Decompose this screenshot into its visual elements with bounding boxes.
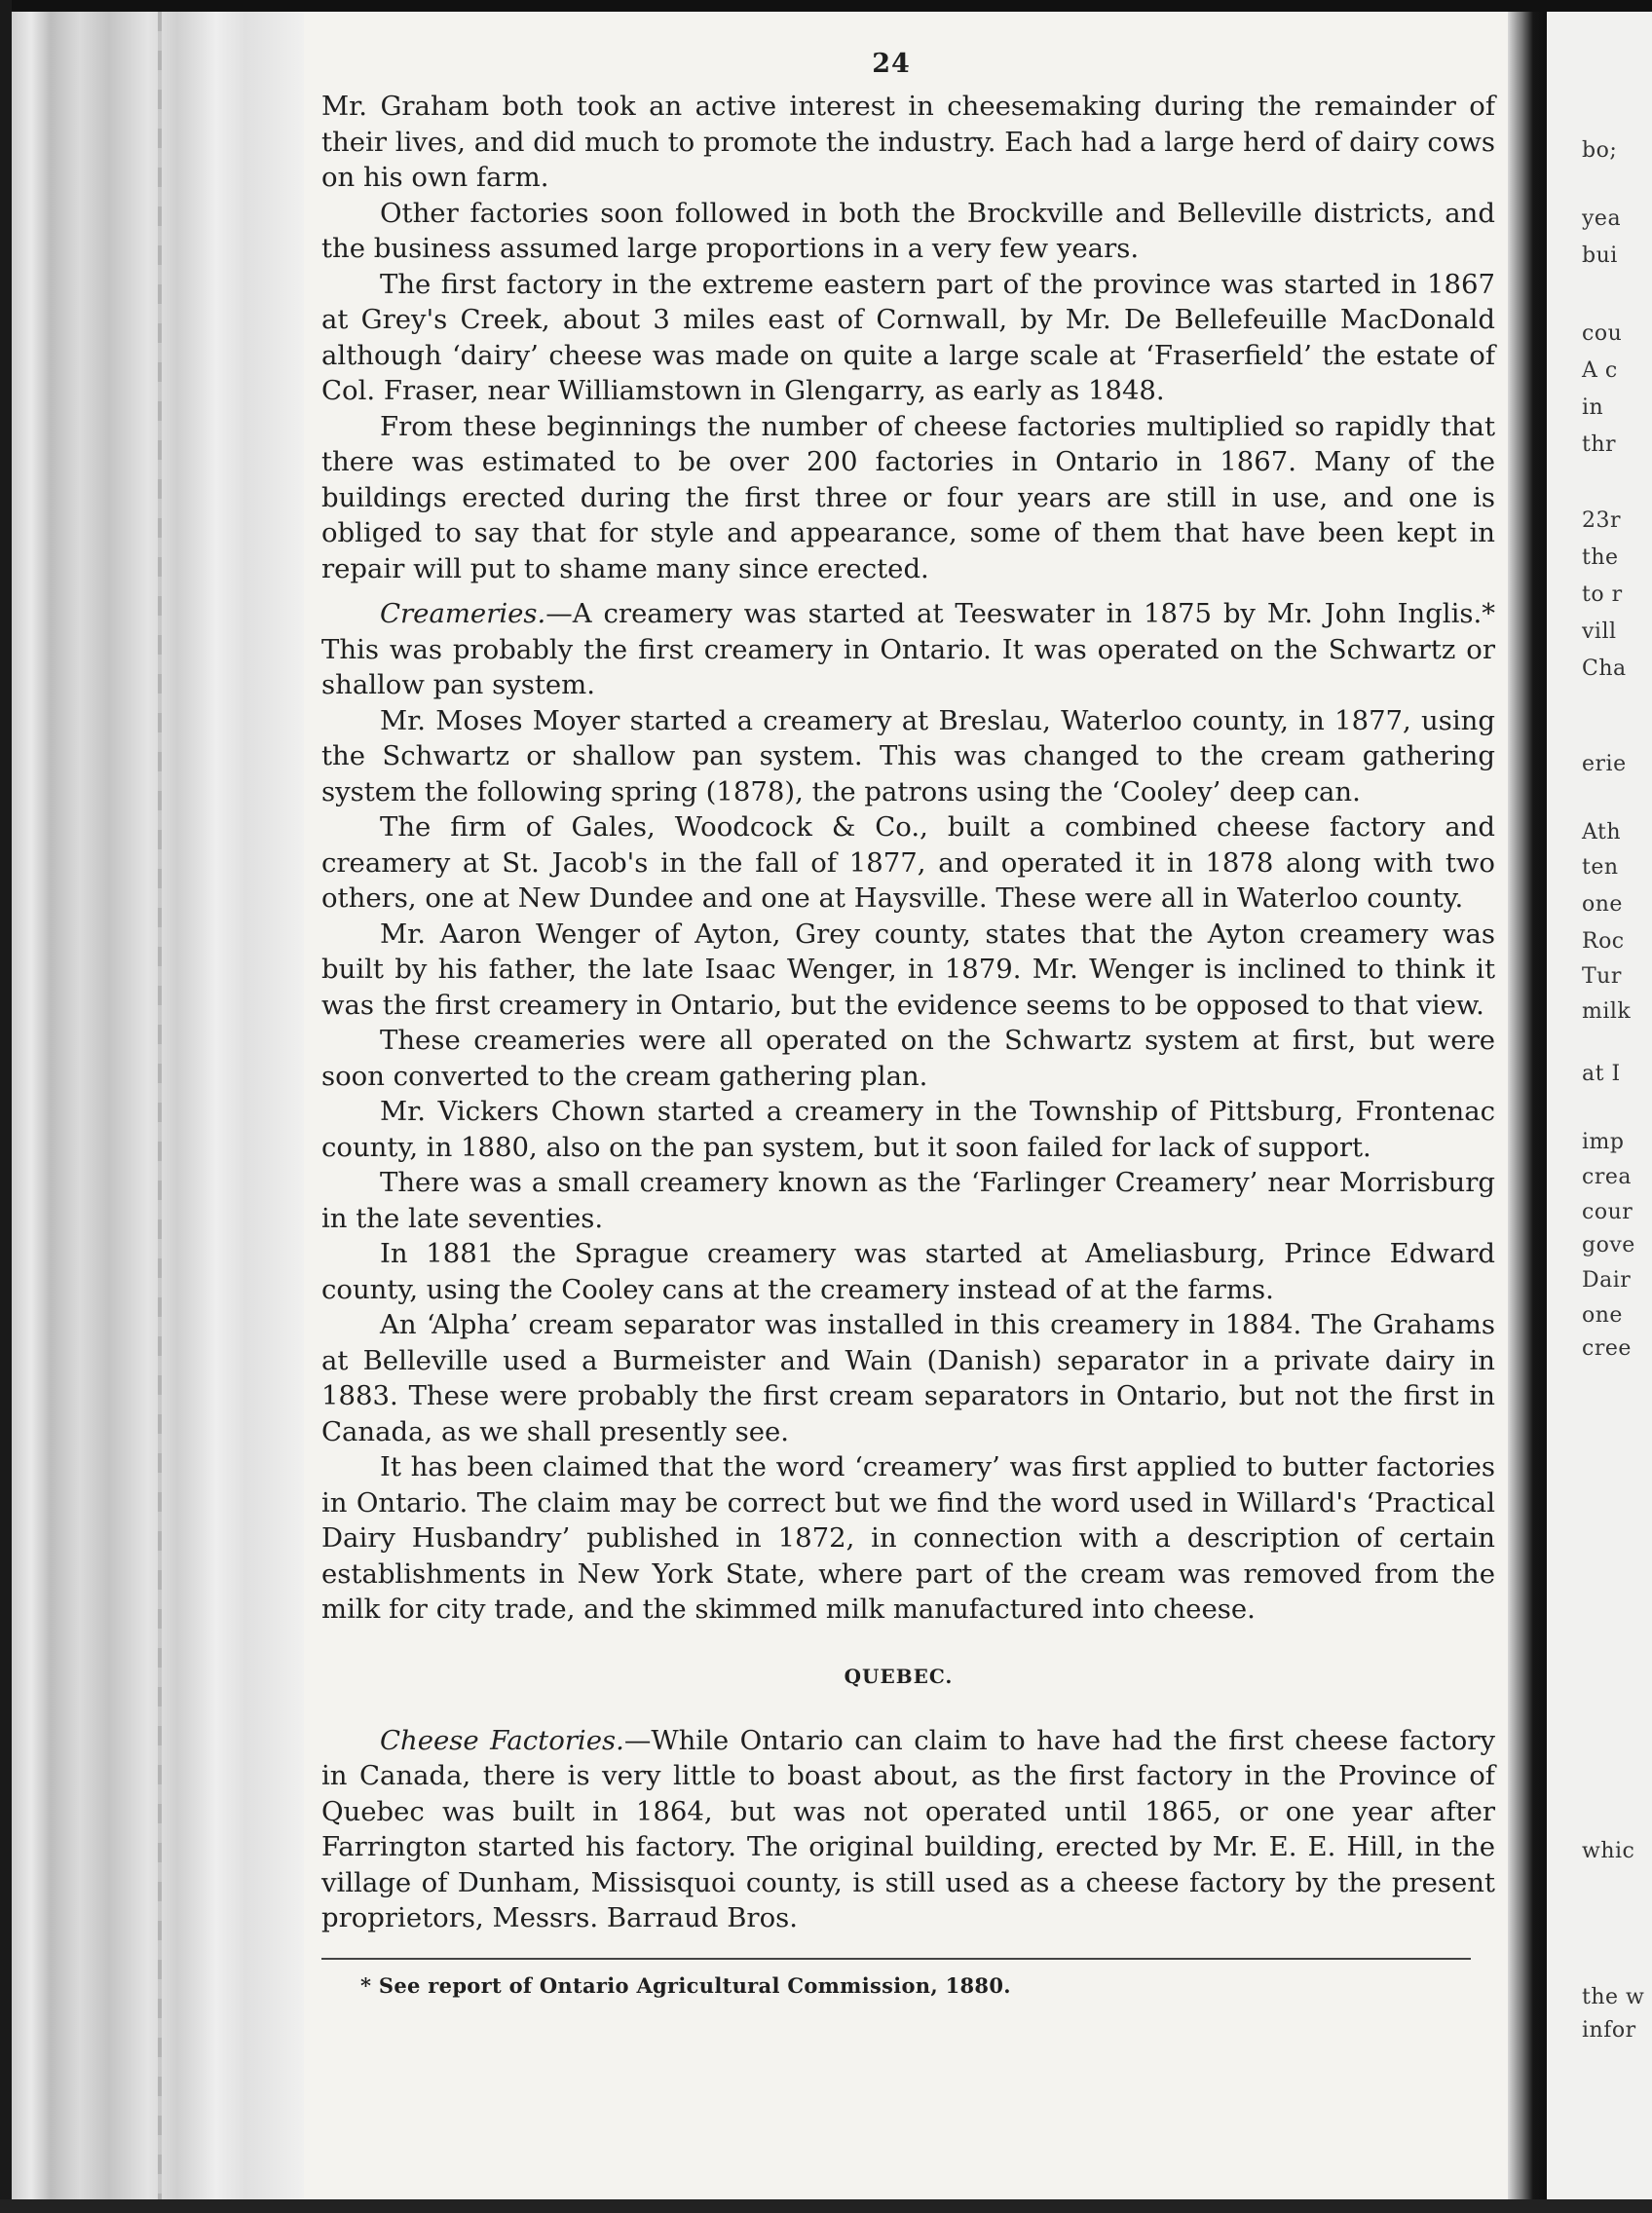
facing-fragment: gove — [1582, 1233, 1635, 1257]
paragraph: An ‘Alpha’ cream separator was installed in this creamery in 1884. The Grahams at Belleville used a Burmeister and Wain (Danish) separator in a private dairy in 1883. These were probably the first cream separators in Ontario, but not the first in Canada, as we shall presently see. — [321, 1309, 1495, 1447]
facing-fragment: to r — [1582, 582, 1623, 607]
creameries-text: —A creamery was started at Teeswater in 1875 by Mr. John Inglis.* This was probably the first creamery in Ontario. It was operated on the Schwartz or shallow pan system. — [321, 598, 1495, 700]
facing-fragment: 23r — [1582, 508, 1622, 533]
facing-fragment: vill — [1582, 619, 1617, 644]
book-gutter — [12, 12, 304, 2199]
page-number: 24 — [872, 49, 911, 79]
facing-fragment: bui — [1582, 244, 1618, 268]
cheese-factories-text: —While Ontario can claim to have had the first cheese factory in Canada, there is very little to boast about, as the first factory in the Province of Quebec was built in 1864, but was not operated until 1865, or one year after Farrington started his factory. The original building, erected by Mr. E. E. Hill, in the village of Dunham, Missisquoi county, is still used as a cheese factory by the present proprietors, Messrs. Barraud Bros. — [321, 1724, 1495, 1933]
scan-border-bottom — [0, 2199, 1652, 2213]
facing-fragment: Roc — [1582, 929, 1625, 954]
facing-fragment: yea — [1582, 206, 1622, 231]
book-page — [321, 49, 1500, 1998]
paragraph: The first factory in the extreme eastern part of the province was started in 1867 at Grey's Creek, about 3 miles east of Cornwall, by Mr. De Bellefeuille MacDonald although ‘dairy’ cheese was made on quite a large scale at ‘Fraserfield’ the estate of Col. Fraser, near Williamstown in Glengarry, as early as 1848. — [321, 268, 1495, 406]
facing-fragment: cree — [1582, 1336, 1632, 1361]
facing-fragment: cou — [1582, 321, 1623, 346]
facing-fragment: one — [1582, 1303, 1623, 1328]
page-fold-shadow — [1508, 12, 1547, 2199]
cheese-factories-paragraph — [321, 1723, 1495, 1936]
paragraph: Mr. Graham both took an active interest in cheesemaking during the remainder of their lives, and did much to promote the industry. Each had a large herd of dairy cows on his own farm. — [321, 91, 1495, 193]
page-body — [321, 89, 1495, 1998]
facing-fragment: A c — [1582, 358, 1618, 383]
facing-fragment: infor — [1582, 2018, 1636, 2043]
paragraph: Other factories soon followed in both the Brockville and Belleville districts, and the business assumed large proportions in a very few years. — [321, 197, 1495, 264]
section-heading: QUEBEC. — [844, 1664, 954, 1688]
facing-fragment: imp — [1582, 1130, 1625, 1154]
facing-fragment: whic — [1582, 1839, 1635, 1863]
paragraph: There was a small creamery known as the ‘Farlinger Creamery’ near Morrisburg in the late seventies. — [321, 1167, 1495, 1234]
scan-border-left — [0, 0, 12, 2213]
paragraph: Mr. Aaron Wenger of Ayton, Grey county, states that the Ayton creamery was built by his father, the late Isaac Wenger, in 1879. Mr. Wenger is inclined to think it was the first creamery in Ontario, but the evidence seems to be opposed to that view. — [321, 918, 1495, 1021]
facing-fragment: Cha — [1582, 656, 1627, 681]
facing-fragment: the w — [1582, 1985, 1645, 2009]
paragraph: Mr. Moses Moyer started a creamery at Breslau, Waterloo county, in 1877, using the Schwartz or shallow pan system. This was changed to the cream gathering system the following spring (1878), the patrons using the ‘Cooley’ deep can. — [321, 704, 1495, 807]
facing-fragment: in — [1582, 395, 1604, 420]
cheese-factories-lead: Cheese Factories. — [380, 1724, 624, 1756]
facing-fragment: erie — [1582, 752, 1627, 776]
paragraph: From these beginnings the number of cheese factories multiplied so rapidly that there was estimated to be over 200 factories in Ontario in 1867. Many of the buildings erected during the first three or four years are still in use, and one is obliged to say that for style and appearance, some of them that have been kept in repair will put to shame many since erected. — [321, 410, 1495, 584]
facing-fragment: thr — [1582, 432, 1617, 457]
scan-border-top — [0, 0, 1652, 12]
creameries-paragraph — [321, 596, 1495, 703]
facing-fragment: one — [1582, 892, 1623, 917]
paragraph: It has been claimed that the word ‘creamery’ was first applied to butter factories in Ontario. The claim may be correct but we find the word used in Willard's ‘Practical Dairy Husbandry’ published in 1872, in connection with a description of certain establishments in New York State, where part of the cream was removed from the milk for city trade, and the skimmed milk manufactured into cheese. — [321, 1451, 1495, 1625]
facing-fragment: Ath — [1582, 820, 1622, 844]
facing-fragment: ten — [1582, 855, 1619, 880]
paragraph: The firm of Gales, Woodcock & Co., built a combined cheese factory and creamery at St. Jacob's in the fall of 1877, and operated it in 1878 along with two others, one at New Dundee and one at Haysville. These were all in Waterloo county. — [321, 811, 1495, 914]
facing-fragment: Tur — [1582, 964, 1622, 989]
paragraph: Mr. Vickers Chown started a creamery in the Township of Pittsburg, Frontenac county, in 1880, also on the pan system, but it soon failed for lack of support. — [321, 1096, 1495, 1163]
facing-fragment: bo; — [1582, 138, 1618, 163]
facing-fragment: cour — [1582, 1200, 1633, 1224]
footnote-rule — [321, 1958, 1471, 1960]
facing-page — [1547, 12, 1652, 2199]
paragraph: In 1881 the Sprague creamery was started at Ameliasburg, Prince Edward county, using the Cooley cans at the creamery instead of at the farms. — [321, 1238, 1495, 1305]
facing-fragment: Dair — [1582, 1268, 1632, 1293]
facing-fragment: the — [1582, 545, 1619, 570]
facing-fragment: milk — [1582, 999, 1632, 1024]
footnote: * See report of Ontario Agricultural Commission, 1880. — [360, 1972, 1011, 1998]
paragraph: These creameries were all operated on the Schwartz system at first, but were soon converted to the cream gathering plan. — [321, 1025, 1495, 1092]
facing-fragment: crea — [1582, 1165, 1632, 1189]
creameries-lead: Creameries. — [380, 598, 546, 629]
facing-fragment: at I — [1582, 1062, 1621, 1086]
